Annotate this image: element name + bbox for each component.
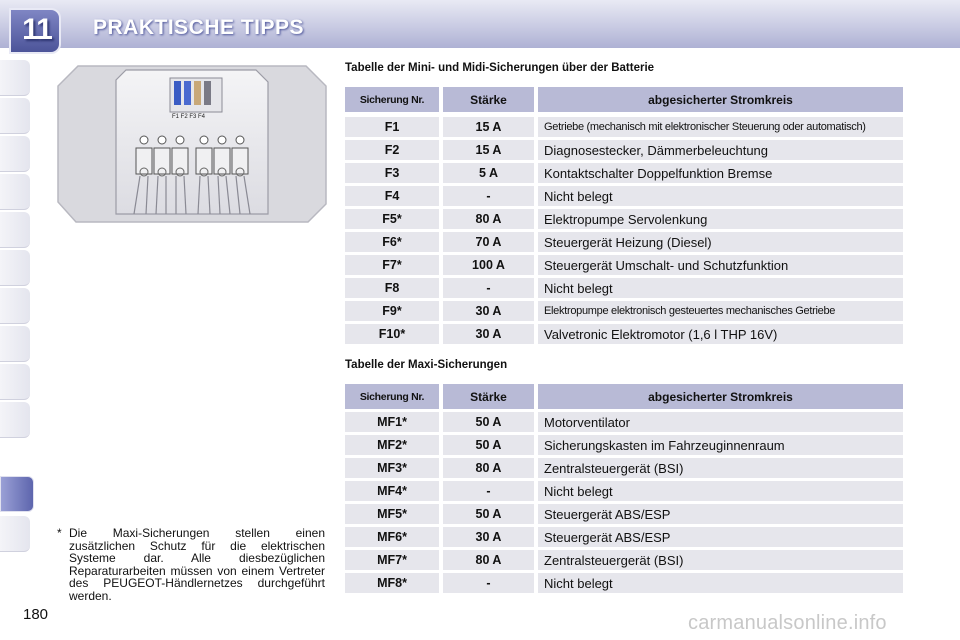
fuse-rating: 15 A <box>443 140 534 160</box>
fuse-number: MF1* <box>345 412 439 432</box>
chapter-tab[interactable] <box>0 250 30 286</box>
fuse-number: F4 <box>345 186 439 206</box>
chapter-tab[interactable] <box>0 364 30 400</box>
maxi-table-title: Tabelle der Maxi-Sicherungen <box>345 359 508 371</box>
chapter-tabs <box>0 60 34 580</box>
fuse-rating: 50 A <box>443 412 534 432</box>
footnote <box>57 527 325 603</box>
column-header-rating: Stärke <box>443 87 534 112</box>
fuse-number: MF5* <box>345 504 439 524</box>
chapter-tab[interactable] <box>0 288 30 324</box>
fuse-number: F8 <box>345 278 439 298</box>
fuse-circuit: Nicht belegt <box>538 573 903 593</box>
fuse-rating: - <box>443 481 534 501</box>
fuse-circuit: Nicht belegt <box>538 481 903 501</box>
table-row <box>345 412 903 432</box>
fuse-number: F10* <box>345 324 439 344</box>
table-row <box>345 232 903 252</box>
chapter-tab[interactable] <box>0 326 30 362</box>
fuse-circuit: Steuergerät ABS/ESP <box>538 527 903 547</box>
table-header-row <box>345 384 903 409</box>
table-row <box>345 324 903 344</box>
chapter-tab-active[interactable] <box>0 476 34 512</box>
chapter-tab[interactable] <box>0 402 30 438</box>
fuse-circuit: Steuergerät Umschalt- und Schutzfunktion <box>538 255 903 275</box>
fuse-rating: 30 A <box>443 324 534 344</box>
fuse-f1 <box>174 81 181 105</box>
table-row <box>345 435 903 455</box>
fuse-circuit: Elektropumpe elektronisch gesteuertes mechanisches Getriebe <box>538 301 903 321</box>
fuse-number: MF4* <box>345 481 439 501</box>
fuse-circuit: Zentralsteuergerät (BSI) <box>538 550 903 570</box>
fuse-number: MF8* <box>345 573 439 593</box>
fuse-circuit: Valvetronic Elektromotor (1,6 l THP 16V) <box>538 324 903 344</box>
fuse-circuit: Sicherungskasten im Fahrzeuginnenraum <box>538 435 903 455</box>
fuse-circuit: Diagnosestecker, Dämmerbeleuchtung <box>538 140 903 160</box>
fuse-rating: 5 A <box>443 163 534 183</box>
fuse-circuit: Steuergerät ABS/ESP <box>538 504 903 524</box>
fuse-number: F1 <box>345 117 439 137</box>
fuse-number: MF2* <box>345 435 439 455</box>
fuse-number: F9* <box>345 301 439 321</box>
fuse-rating: 50 A <box>443 504 534 524</box>
fuse-f2 <box>184 81 191 105</box>
table-row <box>345 163 903 183</box>
column-header-rating: Stärke <box>443 384 534 409</box>
fuse-circuit: Kontaktschalter Doppelfunktion Bremse <box>538 163 903 183</box>
fuse-circuit: Getriebe (mechanisch mit elektronischer Steuerung oder automatisch) <box>538 117 903 137</box>
fuse-circuit: Nicht belegt <box>538 186 903 206</box>
fuse-rating: 30 A <box>443 301 534 321</box>
table-row <box>345 504 903 524</box>
fuse-number: F7* <box>345 255 439 275</box>
table-row <box>345 140 903 160</box>
table-row <box>345 278 903 298</box>
chapter-tab[interactable] <box>0 136 30 172</box>
fuse-number: MF3* <box>345 458 439 478</box>
fuse-circuit: Nicht belegt <box>538 278 903 298</box>
column-header-circuit: abgesicherter Stromkreis <box>538 87 903 112</box>
table-row <box>345 209 903 229</box>
fuse-circuit: Motorventilator <box>538 412 903 432</box>
table-row <box>345 573 903 593</box>
chapter-number: 11 <box>22 13 52 46</box>
fuse-rating: 100 A <box>443 255 534 275</box>
column-header-fuse-number: Sicherung Nr. <box>345 384 439 409</box>
table-row <box>345 301 903 321</box>
table-header-row <box>345 87 903 112</box>
fuse-f4 <box>204 81 211 105</box>
fuse-number: F2 <box>345 140 439 160</box>
chapter-tab[interactable] <box>0 516 30 552</box>
chapter-tab[interactable] <box>0 212 30 248</box>
chapter-tab[interactable] <box>0 174 30 210</box>
fuse-number: F6* <box>345 232 439 252</box>
table-row <box>345 458 903 478</box>
watermark: carmanualsonline.info <box>688 612 887 634</box>
fuse-number: F5* <box>345 209 439 229</box>
fuse-f3 <box>194 81 201 105</box>
column-header-circuit: abgesicherter Stromkreis <box>538 384 903 409</box>
maxi-fuse-table <box>345 384 903 592</box>
fuse-number: F3 <box>345 163 439 183</box>
table-row <box>345 527 903 547</box>
fuse-rating: 80 A <box>443 458 534 478</box>
fuse-circuit: Elektropumpe Servolenkung <box>538 209 903 229</box>
fuse-circuit: Steuergerät Heizung (Diesel) <box>538 232 903 252</box>
table-row <box>345 117 903 137</box>
fuse-labels: F1 F2 F3 F4 <box>172 114 206 120</box>
fuse-rating: 80 A <box>443 550 534 570</box>
fuse-rating: - <box>443 186 534 206</box>
table-row <box>345 255 903 275</box>
footnote-marker: * <box>57 526 62 540</box>
chapter-tab[interactable] <box>0 60 30 96</box>
fuse-rating: - <box>443 573 534 593</box>
column-header-fuse-number: Sicherung Nr. <box>345 87 439 112</box>
fuse-box-diagram <box>56 64 328 224</box>
fuse-number: MF6* <box>345 527 439 547</box>
mini-midi-table-title: Tabelle der Mini- und Midi-Sicherungen über der Batterie <box>345 62 655 74</box>
table-row <box>345 186 903 206</box>
chapter-tab[interactable] <box>0 98 30 134</box>
fuse-rating: 30 A <box>443 527 534 547</box>
fuse-rating: 70 A <box>443 232 534 252</box>
fuse-rating: 50 A <box>443 435 534 455</box>
footnote-text: Die Maxi-Sicherungen stellen einen zusätzlichen Schutz für die elektrischen Systeme dar. Alle diesbezüglichen Reparaturarbeiten müssen von einem Vertreter des PEUGEOT-Händlernetzes durchgeführt werden. <box>69 526 325 603</box>
mini-midi-fuse-table <box>345 87 903 343</box>
fuse-rating: 80 A <box>443 209 534 229</box>
fuse-rating: 15 A <box>443 117 534 137</box>
fuse-number: MF7* <box>345 550 439 570</box>
header-rule <box>0 48 960 50</box>
fuse-circuit: Zentralsteuergerät (BSI) <box>538 458 903 478</box>
fuse-rating: - <box>443 278 534 298</box>
page-title: PRAKTISCHE TIPPS <box>93 16 305 39</box>
table-row <box>345 481 903 501</box>
table-row <box>345 550 903 570</box>
page-number: 180 <box>23 606 49 623</box>
